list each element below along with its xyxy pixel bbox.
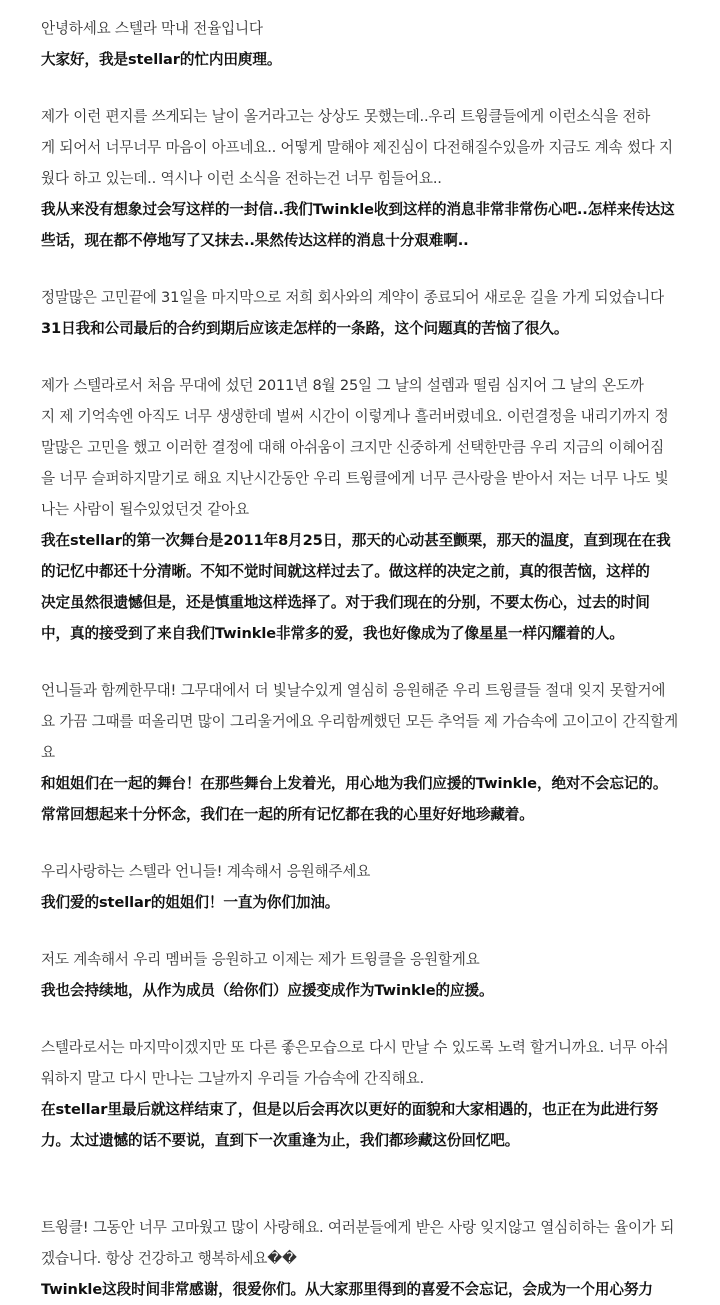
chinese-line: 我从来没有想象过会写这样的一封信..我们Twinkle收到这样的消息非常非常伤心吧..怎样来传达这 [41,201,675,218]
paragraph-thanks [41,1212,680,1305]
chinese-line: 常常回想起来十分怀念，我们在一起的所有记忆都在我的心里好好地珍藏着。 [41,806,534,823]
korean-line: 저도 계속해서 우리 멤버들 응원하고 이제는 제가 트윙클을 응원할게요 [41,951,480,968]
korean-line: 게 되어서 너무너무 마음이 아프네요.. 어떻게 말해야 제진심이 다전해질수있을까 지금도 계속 썼다 지 [41,139,673,156]
paragraph-gap [41,918,680,944]
paragraph-gap [41,75,680,101]
korean-line: 요 가끔 그때를 떠올리면 많이 그리울거에요 우리함께했던 모든 추억들 제 가슴속에 고이고이 간직할게 [41,713,678,730]
chinese-line: 我在stellar的第一次舞台是2011年8月25日，那天的心动甚至颤栗，那天的温度，直到现在在我 [41,532,671,549]
paragraph-gap [41,649,680,675]
chinese-line: 决定虽然很遗憾但是，还是慎重地这样选择了。对于我们现在的分别，不要太伤心，过去的时间 [41,594,650,611]
paragraph-gap [41,830,680,856]
paragraph-gap [41,1006,680,1032]
korean-line: 지 제 기억속엔 아직도 너무 생생한데 벌써 시간이 이렇게나 흘러버렸네요. 이런결정을 내리기까지 정 [41,408,669,425]
korean-line: 요 [41,744,55,761]
chinese-line: 31日我和公司最后的合约到期后应该走怎样的一条路，这个问题真的苦恼了很久。 [41,320,569,337]
chinese-line: 在stellar里最后就这样结束了，但是以后会再次以更好的面貌和大家相遇的，也正在为此进行努 [41,1101,659,1118]
korean-line: 겠습니다. 항상 건강하고 행복하세요�� [41,1250,297,1267]
chinese-line: 中，真的接受到了来自我们Twinkle非常多的爱，我也好像成为了像星星一样闪耀着的人。 [41,625,624,642]
korean-line: 워하지 말고 다시 만나는 그날까지 우리들 가슴속에 간직해요. [41,1070,424,1087]
korean-line: 말많은 고민을 했고 이러한 결정에 대해 아쉬움이 크지만 신중하게 선택한만큼 우리 지금의 이헤어짐 [41,439,665,456]
paragraph-support-twinkle [41,944,680,1006]
korean-line: 을 너무 슬퍼하지말기로 해요 지난시간동안 우리 트윙클에게 너무 큰사랑을 받아서 저는 너무 나도 빛 [41,470,669,487]
korean-line: 나는 사람이 될수있었던것 같아요 [41,501,249,518]
paragraph-gap [41,344,680,370]
korean-line: 제가 이런 편지를 쓰게되는 날이 올거라고는 상상도 못했는데..우리 트윙클들에게 이런소식을 전하 [41,108,651,125]
korean-line: 제가 스텔라로서 처음 무대에 섰던 2011년 8월 25일 그 날의 설렘과 떨림 심지어 그 날의 온도까 [41,377,644,394]
korean-line: 정말많은 고민끝에 31일을 마지막으로 저희 회사와의 계약이 종료되어 새로운 길을 가게 되었습니다 [41,289,664,306]
korean-line: 우리사랑하는 스텔라 언니들! 계속해서 응원해주세요 [41,863,371,880]
korean-line: 안녕하세요 스텔라 막내 전율입니다 [41,20,263,37]
chinese-line: 些话，现在都不停地写了又抹去..果然传达这样的消息十分艰难啊.. [41,232,469,249]
chinese-line: 我也会持续地，从作为成员（给你们）应援变成作为Twinkle的应援。 [41,982,494,999]
chinese-line: 我们爱的stellar的姐姐们！一直为你们加油。 [41,894,340,911]
paragraph-meet-again [41,1032,680,1156]
korean-line: 스텔라로서는 마지막이겠지만 또 다른 좋은모습으로 다시 만날 수 있도록 노력 할거니까요. 너무 아쉬 [41,1039,669,1056]
korean-line: 트윙클! 그동안 너무 고마웠고 많이 사랑해요. 여러분들에게 받은 사랑 잊지않고 열심히하는 율이가 되 [41,1219,675,1236]
chinese-line: 力。太过遗憾的话不要说，直到下一次重逢为止，我们都珍藏这份回忆吧。 [41,1132,520,1149]
paragraph-letter-intro [41,101,680,256]
paragraph-greeting [41,13,680,75]
paragraph-contract-end [41,282,680,344]
korean-line: 웠다 하고 있는데.. 역시나 이런 소식을 전하는건 너무 힘들어요.. [41,170,442,187]
paragraph-stage-memories [41,675,680,830]
paragraph-first-stage [41,370,680,649]
korean-line: 언니들과 함께한무대! 그무대에서 더 빛날수있게 열심히 응원해준 우리 트윙클들 절대 잊지 못할거에 [41,682,666,699]
chinese-line: 的记忆中都还十分清晰。不知不觉时间就这样过去了。做这样的决定之前，真的很苦恼，这样的 [41,563,650,580]
chinese-line: 和姐姐们在一起的舞台！在那些舞台上发着光，用心地为我们应援的Twinkle，绝对不会忘记的。 [41,775,668,792]
paragraph-gap [41,256,680,282]
chinese-line: Twinkle这段时间非常感谢，很爱你们。从大家那里得到的喜爱不会忘记，会成为一个用心努力 [41,1281,653,1298]
paragraph-support-members [41,856,680,918]
chinese-line: 大家好，我是stellar的忙内田庾理。 [41,51,282,68]
paragraph-gap [41,1156,680,1212]
